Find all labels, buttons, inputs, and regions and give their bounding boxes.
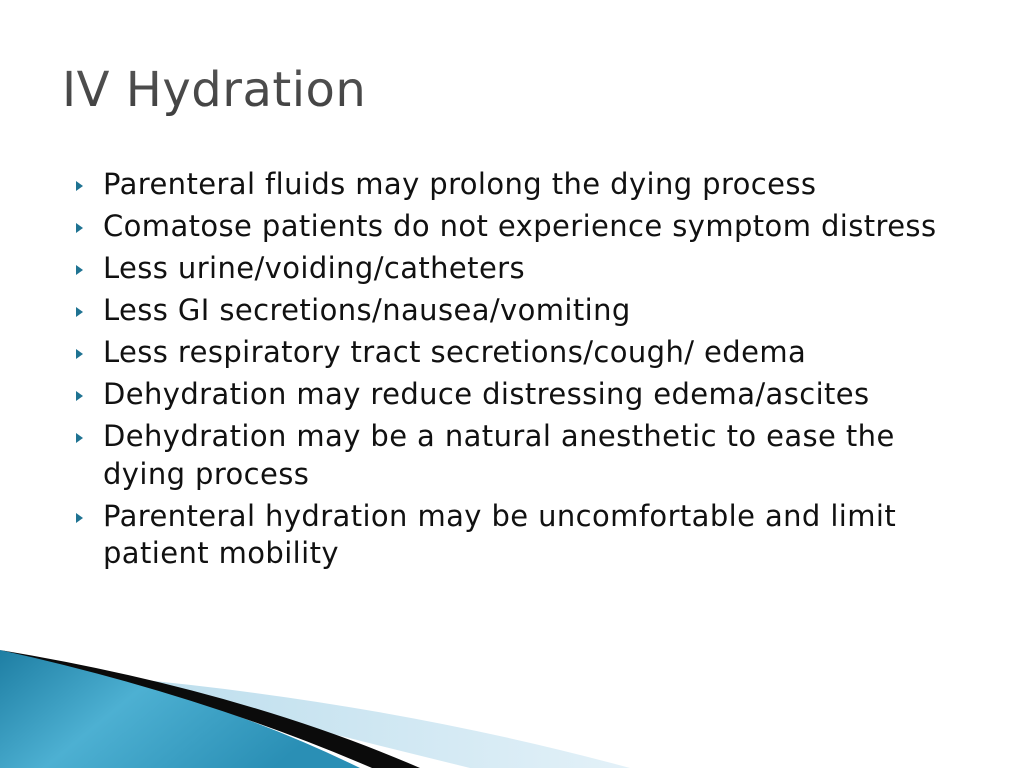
bullet-text: Dehydration may be a natural anesthetic to ease the dying process bbox=[103, 419, 895, 491]
bullet-text: Less GI secretions/nausea/vomiting bbox=[103, 293, 631, 327]
bullet-text: Less respiratory tract secretions/cough/ edema bbox=[103, 335, 807, 369]
bullet-text: Parenteral hydration may be uncomfortable and limit patient mobility bbox=[103, 498, 897, 570]
bullet-text: Comatose patients do not experience symptom distress bbox=[103, 209, 937, 243]
bullet-text: Dehydration may reduce distressing edema/ascites bbox=[103, 377, 870, 411]
bullet-text: Parenteral fluids may prolong the dying process bbox=[103, 167, 817, 201]
slide-title: IV Hydration bbox=[62, 52, 366, 128]
bullet-text: Less urine/voiding/catheters bbox=[103, 251, 526, 285]
